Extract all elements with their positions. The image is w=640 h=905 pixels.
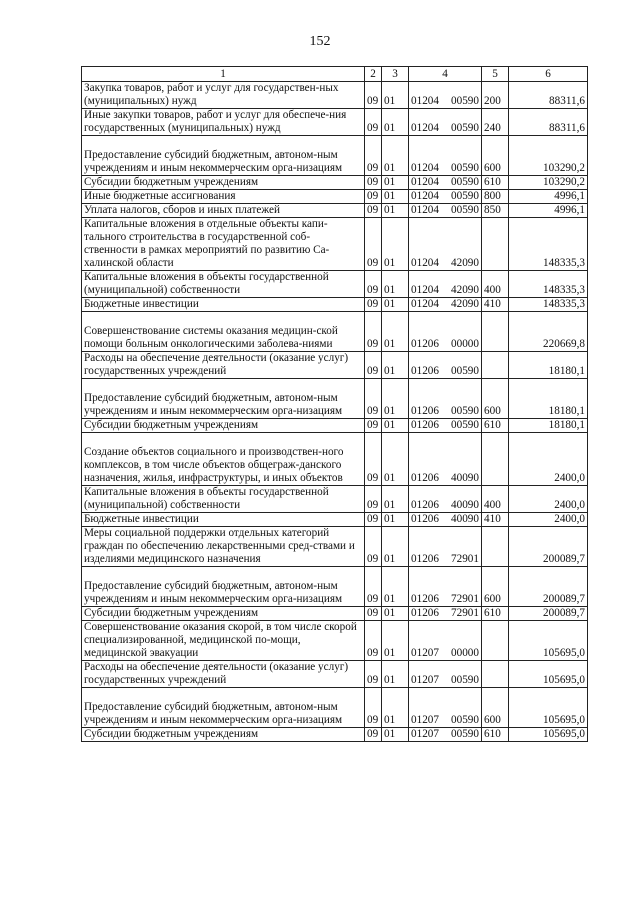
row-expense-type: 610	[482, 419, 509, 433]
table-row	[82, 271, 588, 298]
row-subsection: 01	[382, 136, 409, 176]
col-header: 3	[382, 67, 409, 82]
row-section: 09	[365, 271, 382, 298]
table-row	[82, 312, 588, 352]
row-expense-type: 600	[482, 567, 509, 607]
row-target-code	[409, 136, 482, 176]
row-amount: 105695,0	[509, 621, 588, 661]
row-subsection: 01	[382, 607, 409, 621]
row-name: Бюджетные инвестиции	[82, 298, 365, 312]
row-subsection: 01	[382, 218, 409, 271]
row-expense-type: 400	[482, 271, 509, 298]
row-section: 09	[365, 218, 382, 271]
row-target-code-item: 40090	[451, 499, 479, 511]
row-subsection: 01	[382, 312, 409, 352]
row-amount: 2400,0	[509, 486, 588, 513]
row-amount: 88311,6	[509, 82, 588, 109]
row-target-code	[409, 419, 482, 433]
row-target-code-program: 01207	[411, 728, 439, 740]
row-section: 09	[365, 204, 382, 218]
col-header: 1	[82, 67, 365, 82]
row-target-code-item: 40090	[451, 472, 479, 484]
row-subsection: 01	[382, 567, 409, 607]
row-name: Субсидии бюджетным учреждениям	[82, 419, 365, 433]
row-expense-type: 410	[482, 298, 509, 312]
col-header: 6	[509, 67, 588, 82]
row-expense-type: 410	[482, 513, 509, 527]
row-target-code-item: 42090	[451, 284, 479, 296]
row-target-code-item: 00590	[451, 204, 479, 216]
row-target-code-program: 01204	[411, 122, 439, 134]
row-target-code-program: 01204	[411, 298, 439, 310]
row-target-code-item: 40090	[451, 513, 479, 525]
table-row	[82, 218, 588, 271]
row-target-code	[409, 621, 482, 661]
row-subsection: 01	[382, 688, 409, 728]
row-subsection: 01	[382, 513, 409, 527]
row-target-code	[409, 218, 482, 271]
row-target-code-program: 01206	[411, 419, 439, 431]
row-amount: 88311,6	[509, 109, 588, 136]
table-row	[82, 567, 588, 607]
row-target-code-item: 00590	[451, 365, 479, 377]
row-target-code-program: 01204	[411, 176, 439, 188]
row-subsection: 01	[382, 621, 409, 661]
row-section: 09	[365, 567, 382, 607]
row-name: Субсидии бюджетным учреждениям	[82, 607, 365, 621]
row-target-code-program: 01207	[411, 647, 439, 659]
row-target-code	[409, 271, 482, 298]
row-target-code	[409, 379, 482, 419]
budget-table	[81, 66, 588, 742]
row-target-code-program: 01206	[411, 553, 439, 565]
row-expense-type: 610	[482, 728, 509, 742]
row-target-code-program: 01207	[411, 714, 439, 726]
row-amount: 103290,2	[509, 136, 588, 176]
row-target-code-item: 00000	[451, 338, 479, 350]
row-target-code-program: 01206	[411, 593, 439, 605]
row-amount: 103290,2	[509, 176, 588, 190]
row-section: 09	[365, 607, 382, 621]
table-row	[82, 136, 588, 176]
row-target-code-program: 01206	[411, 499, 439, 511]
row-target-code-program: 01206	[411, 513, 439, 525]
row-amount: 148335,3	[509, 298, 588, 312]
row-target-code	[409, 527, 482, 567]
table-row	[82, 621, 588, 661]
row-target-code-item: 72901	[451, 607, 479, 619]
row-target-code	[409, 176, 482, 190]
row-expense-type: 400	[482, 486, 509, 513]
row-expense-type	[482, 433, 509, 486]
row-target-code-program: 01206	[411, 607, 439, 619]
row-subsection: 01	[382, 190, 409, 204]
row-section: 09	[365, 176, 382, 190]
row-section: 09	[365, 688, 382, 728]
row-target-code-item: 00590	[451, 190, 479, 202]
row-subsection: 01	[382, 419, 409, 433]
row-amount: 105695,0	[509, 688, 588, 728]
row-target-code-program: 01204	[411, 190, 439, 202]
row-target-code-item: 00590	[451, 405, 479, 417]
row-target-code-item: 42090	[451, 298, 479, 310]
row-subsection: 01	[382, 352, 409, 379]
row-name: Капитальные вложения в объекты государственной (муниципальной) собственности	[82, 486, 365, 513]
row-target-code-program: 01207	[411, 674, 439, 686]
row-target-code-item: 72901	[451, 593, 479, 605]
row-expense-type: 610	[482, 176, 509, 190]
row-target-code-item: 00000	[451, 647, 479, 659]
row-name: Предоставление субсидий бюджетным, автоном-ным учреждениям и иным некоммерческим орга-низациям	[82, 688, 365, 728]
row-target-code-item: 00590	[451, 122, 479, 134]
row-section: 09	[365, 661, 382, 688]
table-row	[82, 298, 588, 312]
row-name: Субсидии бюджетным учреждениям	[82, 176, 365, 190]
table-row	[82, 419, 588, 433]
row-target-code	[409, 486, 482, 513]
row-name: Совершенствование оказания скорой, в том числе скорой специализированной, медицинской по-мощи, медицинской эвакуации	[82, 621, 365, 661]
row-target-code-item: 72901	[451, 553, 479, 565]
row-target-code-item: 00590	[451, 728, 479, 740]
row-target-code	[409, 312, 482, 352]
row-expense-type: 800	[482, 190, 509, 204]
row-name: Расходы на обеспечение деятельности (оказание услуг) государственных учреждений	[82, 661, 365, 688]
row-amount: 148335,3	[509, 271, 588, 298]
row-name: Меры социальной поддержки отдельных категорий граждан по обеспечению лекарственными сред-ствами и изделиями медицинского назначения	[82, 527, 365, 567]
row-expense-type: 200	[482, 82, 509, 109]
row-section: 09	[365, 621, 382, 661]
col-header: 5	[482, 67, 509, 82]
row-target-code	[409, 688, 482, 728]
row-section: 09	[365, 527, 382, 567]
row-target-code	[409, 109, 482, 136]
table-row	[82, 661, 588, 688]
table-row	[82, 204, 588, 218]
row-amount: 2400,0	[509, 513, 588, 527]
row-section: 09	[365, 728, 382, 742]
row-subsection: 01	[382, 379, 409, 419]
row-amount: 105695,0	[509, 661, 588, 688]
row-expense-type: 600	[482, 688, 509, 728]
row-amount: 2400,0	[509, 433, 588, 486]
row-target-code	[409, 352, 482, 379]
row-target-code-program: 01204	[411, 257, 439, 269]
row-target-code-program: 01206	[411, 338, 439, 350]
row-target-code-item: 42090	[451, 257, 479, 269]
row-target-code-program: 01204	[411, 204, 439, 216]
row-target-code-item: 00590	[451, 674, 479, 686]
table-row	[82, 190, 588, 204]
row-expense-type	[482, 621, 509, 661]
row-target-code-program: 01206	[411, 472, 439, 484]
row-target-code-item: 00590	[451, 714, 479, 726]
row-section: 09	[365, 352, 382, 379]
row-target-code-item: 00590	[451, 162, 479, 174]
row-expense-type: 240	[482, 109, 509, 136]
row-expense-type	[482, 527, 509, 567]
row-target-code	[409, 513, 482, 527]
row-name: Уплата налогов, сборов и иных платежей	[82, 204, 365, 218]
table-row	[82, 607, 588, 621]
row-amount: 18180,1	[509, 419, 588, 433]
table-row	[82, 486, 588, 513]
row-amount: 18180,1	[509, 379, 588, 419]
row-subsection: 01	[382, 204, 409, 218]
row-name: Предоставление субсидий бюджетным, автоном-ным учреждениям и иным некоммерческим орга-низациям	[82, 379, 365, 419]
table-row	[82, 176, 588, 190]
row-amount: 18180,1	[509, 352, 588, 379]
row-amount: 200089,7	[509, 607, 588, 621]
row-target-code	[409, 82, 482, 109]
row-subsection: 01	[382, 271, 409, 298]
row-expense-type: 850	[482, 204, 509, 218]
row-subsection: 01	[382, 527, 409, 567]
row-target-code-item: 00590	[451, 419, 479, 431]
table-row	[82, 513, 588, 527]
row-target-code-item: 00590	[451, 176, 479, 188]
row-subsection: 01	[382, 176, 409, 190]
table-row	[82, 433, 588, 486]
row-target-code	[409, 607, 482, 621]
row-section: 09	[365, 513, 382, 527]
row-section: 09	[365, 433, 382, 486]
row-name: Иные бюджетные ассигнования	[82, 190, 365, 204]
table-row	[82, 82, 588, 109]
row-expense-type	[482, 661, 509, 688]
row-amount: 200089,7	[509, 527, 588, 567]
row-amount: 4996,1	[509, 190, 588, 204]
table-row	[82, 352, 588, 379]
row-amount: 220669,8	[509, 312, 588, 352]
row-target-code	[409, 204, 482, 218]
row-target-code	[409, 661, 482, 688]
row-section: 09	[365, 109, 382, 136]
row-expense-type	[482, 312, 509, 352]
row-name: Капитальные вложения в объекты государственной (муниципальной) собственности	[82, 271, 365, 298]
row-section: 09	[365, 486, 382, 513]
row-subsection: 01	[382, 298, 409, 312]
table-row	[82, 688, 588, 728]
row-subsection: 01	[382, 661, 409, 688]
row-section: 09	[365, 136, 382, 176]
row-target-code	[409, 190, 482, 204]
page-number: 152	[309, 34, 331, 49]
row-name: Капитальные вложения в отдельные объекты капи-тального строительства в государственной соб-ственности в рамках мероприятий по развитию Са-халинской области	[82, 218, 365, 271]
row-amount: 4996,1	[509, 204, 588, 218]
row-section: 09	[365, 379, 382, 419]
row-expense-type	[482, 218, 509, 271]
row-name: Бюджетные инвестиции	[82, 513, 365, 527]
row-name: Расходы на обеспечение деятельности (оказание услуг) государственных учреждений	[82, 352, 365, 379]
row-subsection: 01	[382, 433, 409, 486]
col-header: 2	[365, 67, 382, 82]
row-subsection: 01	[382, 82, 409, 109]
row-name: Предоставление субсидий бюджетным, автоном-ным учреждениям и иным некоммерческим орга-низациям	[82, 136, 365, 176]
row-subsection: 01	[382, 728, 409, 742]
row-target-code	[409, 433, 482, 486]
row-target-code-item: 00590	[451, 95, 479, 107]
row-name: Закупка товаров, работ и услуг для государствен-ных (муниципальных) нужд	[82, 82, 365, 109]
row-target-code-program: 01206	[411, 365, 439, 377]
table-row	[82, 379, 588, 419]
row-target-code-program: 01204	[411, 95, 439, 107]
row-amount: 200089,7	[509, 567, 588, 607]
row-section: 09	[365, 298, 382, 312]
row-expense-type: 610	[482, 607, 509, 621]
row-section: 09	[365, 82, 382, 109]
row-expense-type: 600	[482, 136, 509, 176]
row-amount: 105695,0	[509, 728, 588, 742]
row-amount: 148335,3	[509, 218, 588, 271]
table-header-row	[82, 67, 588, 82]
col-header: 4	[409, 67, 482, 82]
table-row	[82, 527, 588, 567]
row-section: 09	[365, 190, 382, 204]
row-section: 09	[365, 419, 382, 433]
row-name: Иные закупки товаров, работ и услуг для обеспече-ния государственных (муниципальных) нужд	[82, 109, 365, 136]
row-target-code-program: 01206	[411, 405, 439, 417]
table-row	[82, 109, 588, 136]
row-expense-type	[482, 352, 509, 379]
row-name: Совершенствование системы оказания медицин-ской помощи больным онкологическими заболева-ниями	[82, 312, 365, 352]
row-expense-type: 600	[482, 379, 509, 419]
row-name: Создание объектов социального и производствен-ного комплексов, в том числе объектов общеграж-данского назначения, жилья, инфраструктуры, и иных объектов	[82, 433, 365, 486]
row-target-code	[409, 728, 482, 742]
row-target-code-program: 01204	[411, 284, 439, 296]
row-target-code	[409, 298, 482, 312]
row-name: Предоставление субсидий бюджетным, автоном-ным учреждениям и иным некоммерческим орга-низациям	[82, 567, 365, 607]
row-subsection: 01	[382, 109, 409, 136]
row-target-code-program: 01204	[411, 162, 439, 174]
row-section: 09	[365, 312, 382, 352]
table-row	[82, 728, 588, 742]
row-subsection: 01	[382, 486, 409, 513]
row-name: Субсидии бюджетным учреждениям	[82, 728, 365, 742]
row-target-code	[409, 567, 482, 607]
